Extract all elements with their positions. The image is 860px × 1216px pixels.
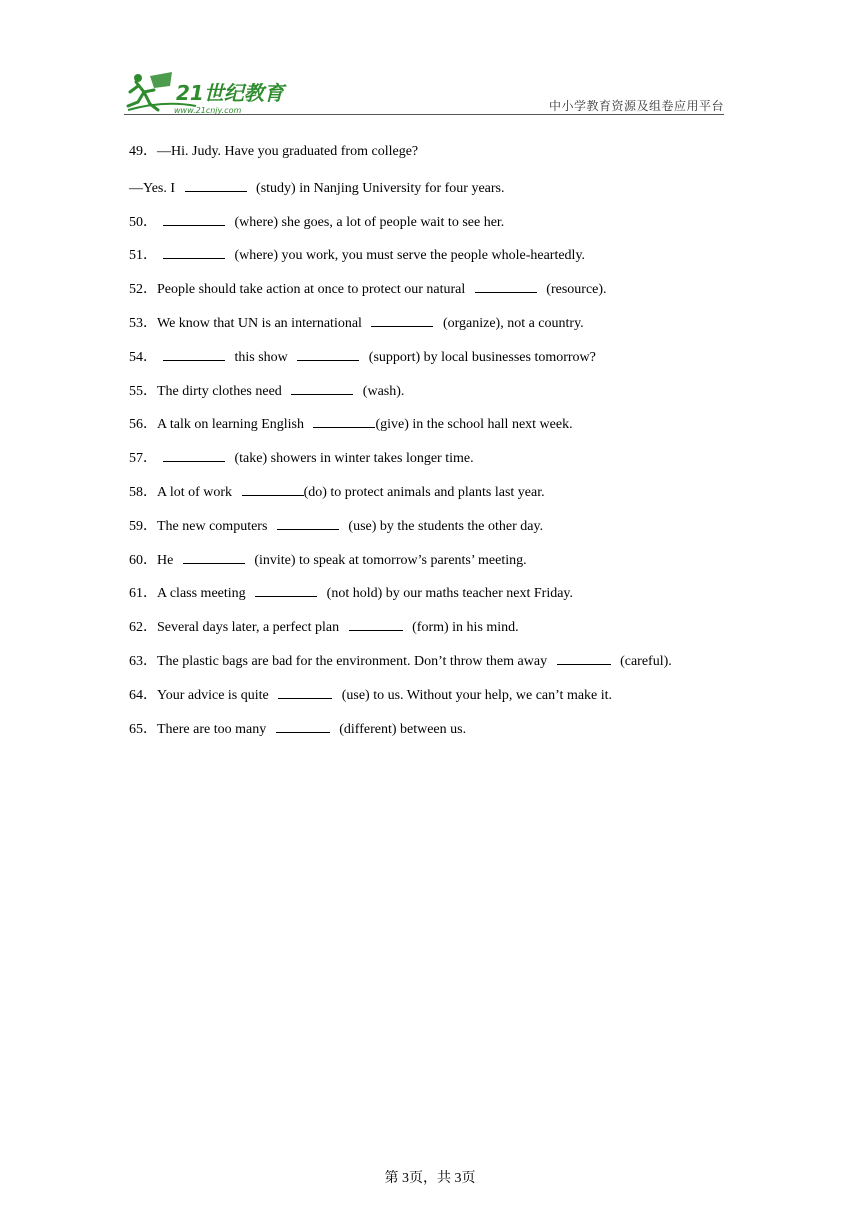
question-text: (where) you work, you must serve the people whole-heartedly. [231,248,586,264]
question-line [129,346,749,380]
answer-blank[interactable] [183,549,245,564]
question-line [129,447,749,481]
question-text: (careful). [616,653,672,669]
question-text: A lot of work [157,484,236,500]
answer-blank[interactable] [163,447,225,462]
question-line [129,143,749,177]
question-text: There are too many [157,721,270,737]
answer-blank[interactable] [278,684,332,699]
question-text: this show [231,349,292,365]
question-text: (take) showers in winter takes longer time. [231,451,474,467]
answer-blank[interactable] [163,346,225,361]
answer-blank[interactable] [255,582,317,597]
logo-url: www.21cnjy.com [174,106,242,115]
question-number: 54． [129,349,157,365]
question-text: (form) in his mind. [408,620,519,636]
question-line [129,718,749,752]
question-number: 56． [129,417,157,433]
question-line [129,650,749,684]
question-text: (not hold) by our maths teacher next Friday. [323,586,574,602]
question-text: Your advice is quite [157,687,273,703]
question-text: (where) she goes, a lot of people wait to see her. [231,214,505,230]
question-text: People should take action at once to protect our natural [157,282,469,298]
question-text: A class meeting [157,586,250,602]
question-line [129,278,749,312]
question-number: 59． [129,518,157,534]
answer-blank[interactable] [297,346,359,361]
question-text: (use) by the students the other day. [344,518,544,534]
question-number: 58． [129,484,157,500]
question-number: 50． [129,214,157,230]
question-text: Several days later, a perfect plan [157,620,343,636]
question-text: A talk on learning English [157,417,308,433]
question-text: (different) between us. [335,721,467,737]
question-line [129,582,749,616]
question-line [129,481,749,515]
question-number: 55． [129,383,157,399]
question-number: 61． [129,586,157,602]
question-text: (support) by local businesses tomorrow? [365,349,596,365]
question-number: 52． [129,282,157,298]
question-line [129,312,749,346]
question-line [129,616,749,650]
question-text: (use) to us. Without your help, we can’t make it. [338,687,613,703]
question-text: We know that UN is an international [157,315,366,331]
question-text: (wash). [359,383,405,399]
question-text: (organize), not a country. [439,315,584,331]
question-line [129,211,749,245]
question-text: (study) in Nanjing University for four years. [252,180,505,196]
answer-blank[interactable] [475,278,537,293]
question-text: The dirty clothes need [157,383,286,399]
question-number: 65． [129,721,157,737]
question-line [129,380,749,414]
question-text: —Yes. I [129,180,179,196]
answer-blank[interactable] [276,718,330,733]
header-divider [124,114,724,115]
question-number: 64． [129,687,157,703]
question-number: 57． [129,451,157,467]
question-text: He [157,552,177,568]
question-number: 63． [129,653,157,669]
answer-blank[interactable] [291,380,353,395]
question-text: (give) in the school hall next week. [375,417,573,433]
question-text: (resource). [542,282,607,298]
answer-blank[interactable] [313,413,375,428]
question-text: (invite) to speak at tomorrow’s parents’ meeting. [250,552,527,568]
question-line [129,244,749,278]
logo-text: 21世纪教育 [176,81,284,105]
question-list [129,143,749,751]
question-line [129,515,749,549]
question-line [129,413,749,447]
answer-blank[interactable] [163,244,225,259]
question-text: The new computers [157,518,271,534]
page-header [124,70,724,116]
question-number: 49． [129,144,157,159]
answer-blank[interactable] [242,481,304,496]
question-text: (do) to protect animals and plants last year. [303,484,545,500]
page-footer: 第 3页，共 3页 [384,1171,476,1186]
question-text: —Hi. Judy. Have you graduated from college? [157,144,419,159]
answer-blank[interactable] [277,515,339,530]
answer-blank[interactable] [371,312,433,327]
question-line [129,684,749,718]
question-line [129,177,749,211]
question-number: 60． [129,552,157,568]
answer-blank[interactable] [557,650,611,665]
logo-21cnjy [124,70,294,116]
question-number: 62． [129,620,157,636]
question-text: The plastic bags are bad for the environment. Don’t throw them away [157,653,551,669]
header-platform-text: 中小学教育资源及组卷应用平台 [548,99,724,113]
answer-blank[interactable] [185,177,247,192]
answer-blank[interactable] [349,616,403,631]
question-number: 51． [129,248,157,264]
question-number: 53． [129,315,157,331]
question-line [129,549,749,583]
answer-blank[interactable] [163,211,225,226]
